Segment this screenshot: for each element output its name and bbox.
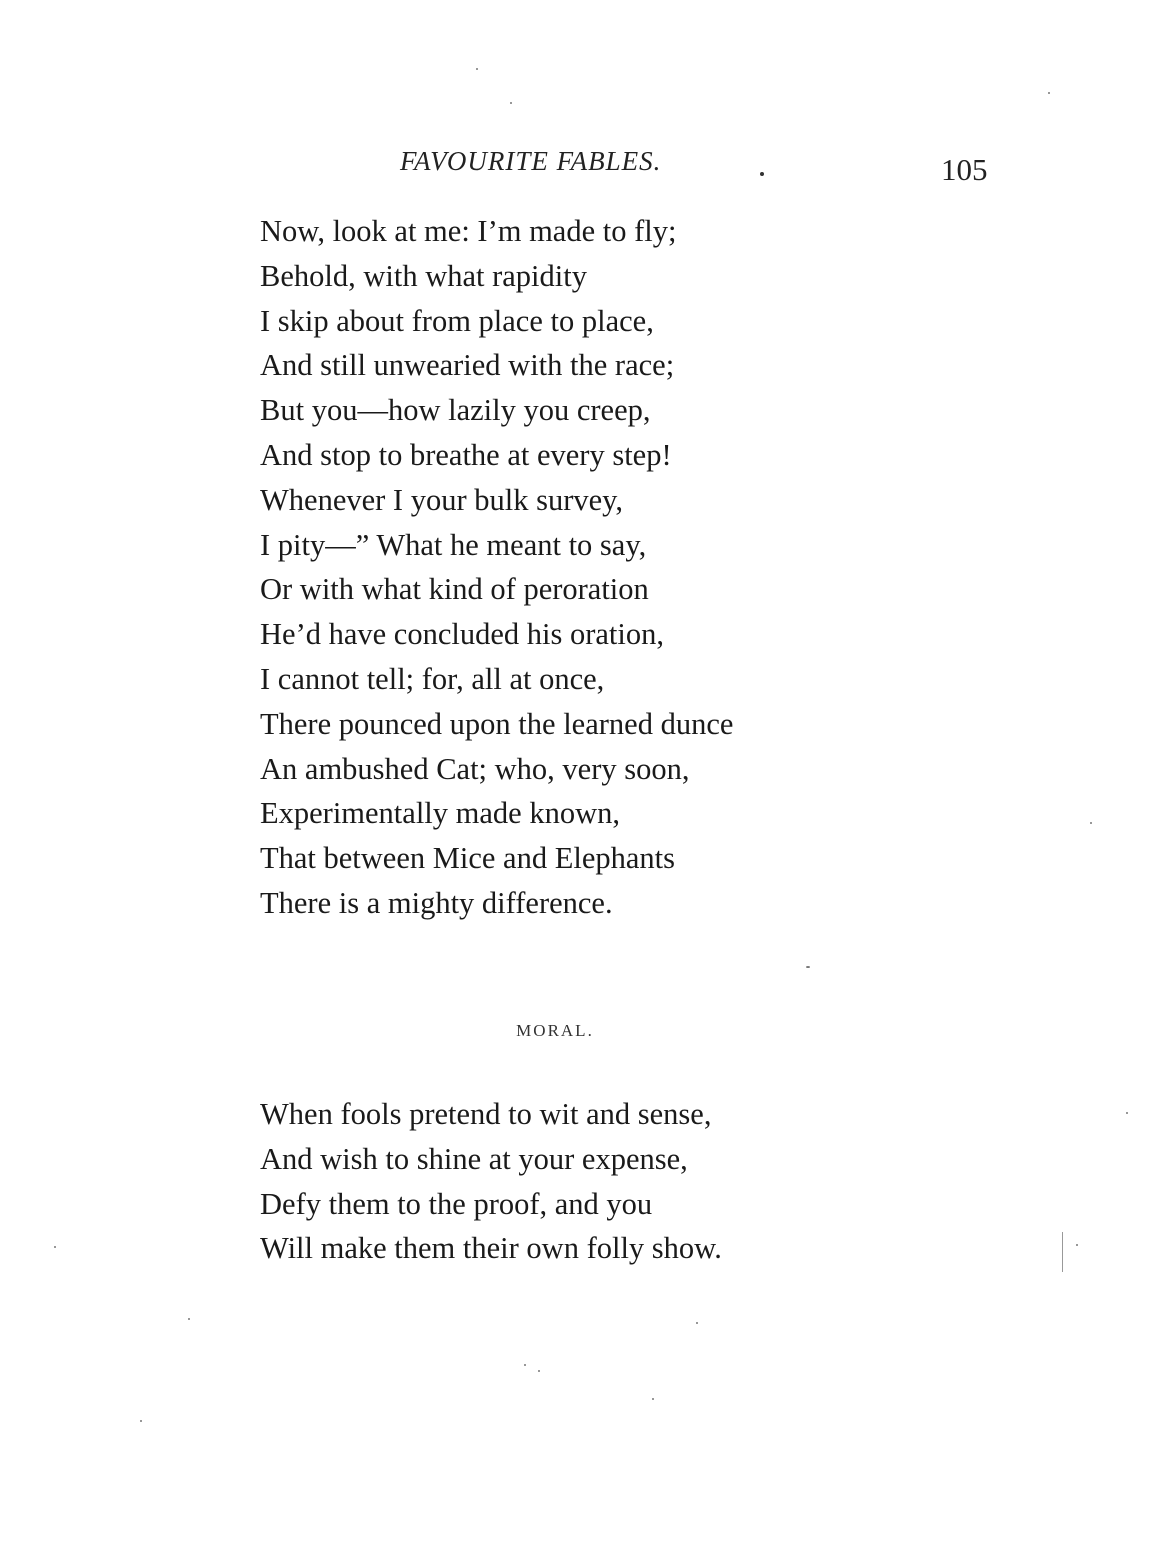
running-title: FAVOURITE FABLES.: [400, 146, 662, 176]
verse-line: Now, look at me: I’m made to fly;: [260, 214, 677, 248]
scan-speck: [652, 1398, 654, 1400]
verse-line: And still unwearied with the race;: [260, 348, 675, 383]
scan-speck: [1048, 92, 1050, 94]
verse-line: I pity—” What he meant to say,: [260, 527, 647, 562]
verse-line: Whenever I your bulk survey,: [260, 482, 624, 517]
scan-speck: [760, 172, 764, 176]
scan-speck: [1062, 1232, 1063, 1272]
moral-line: Defy them to the proof, and you: [260, 1186, 653, 1221]
scan-speck: [1076, 1244, 1078, 1246]
verse-line: Or with what kind of peroration: [260, 572, 649, 607]
moral-line: Will make them their own folly show.: [260, 1231, 722, 1266]
verse-line: There is a mighty difference.: [260, 885, 613, 920]
scan-speck: [696, 1322, 698, 1324]
poem-stanza: [260, 209, 733, 926]
verse-line: Behold, with what rapidity: [260, 258, 587, 293]
verse-line: But you—how lazily you creep,: [260, 393, 651, 428]
verse-line: Experimentally made known,: [260, 796, 620, 831]
scan-speck: [510, 102, 512, 104]
moral-line: When fools pretend to wit and sense,: [260, 1097, 712, 1131]
page-number: 105: [941, 152, 988, 187]
verse-line: I cannot tell; for, all at once,: [260, 661, 605, 696]
scan-speck: [538, 1370, 540, 1372]
moral-line: And wish to shine at your expense,: [260, 1141, 688, 1176]
scan-speck: [476, 68, 478, 70]
scan-speck: [524, 1364, 526, 1366]
verse-line: And stop to breathe at every step!: [260, 437, 672, 472]
scan-speck: [806, 966, 810, 968]
verse-line: He’d have concluded his oration,: [260, 617, 664, 652]
scan-speck: [140, 1420, 142, 1422]
scan-speck: [188, 1318, 190, 1320]
verse-line: An ambushed Cat; who, very soon,: [260, 751, 690, 786]
scan-speck: [54, 1246, 56, 1248]
verse-line: There pounced upon the learned dunce: [260, 706, 734, 741]
verse-line: That between Mice and Elephants: [260, 841, 675, 876]
scan-speck: [1126, 1112, 1128, 1114]
moral-heading: MORAL.: [516, 1021, 594, 1040]
scan-speck: [1090, 822, 1092, 824]
running-head: [0, 146, 1160, 186]
verse-line: I skip about from place to place,: [260, 303, 654, 338]
moral-stanza: [260, 1092, 722, 1271]
